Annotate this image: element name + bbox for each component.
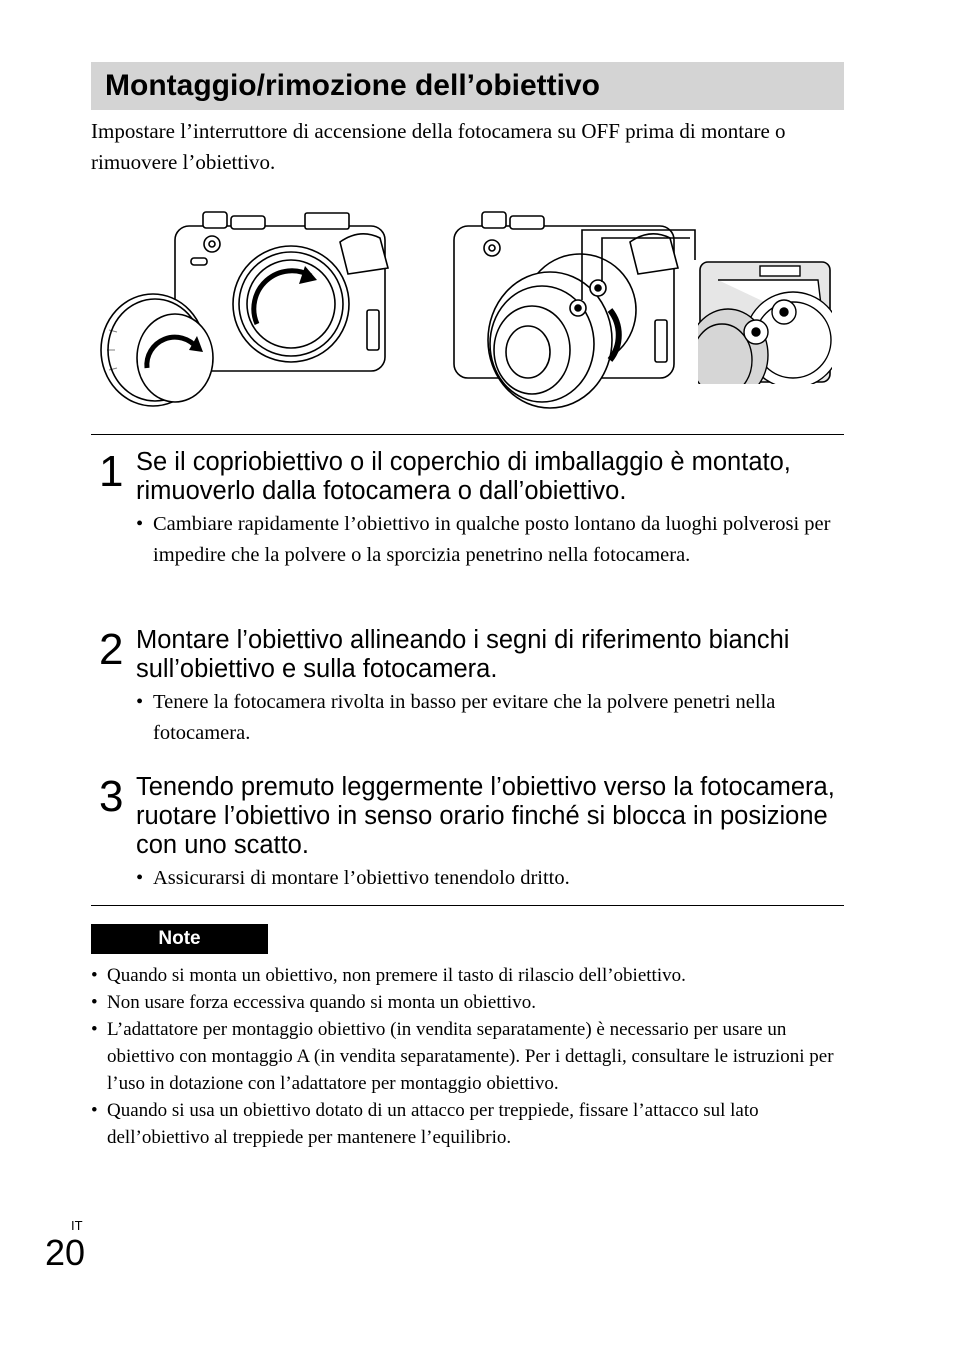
step-bullets [136, 687, 844, 749]
language-code: IT [71, 1218, 83, 1233]
note-item: • Non usare forza eccessiva quando si monta un obiettivo. [91, 989, 844, 1016]
section-title: Montaggio/rimozione dell’obiettivo [105, 69, 600, 102]
bullet-item: • Cambiare rapidamente l’obiettivo in qualche posto lontano da luoghi polverosi per impedire che la polvere o la sporcizia penetrino nella fotocamera. [136, 509, 844, 571]
bullet-item: • Tenere la fotocamera rivolta in basso per evitare che la polvere penetri nella fotocamera. [136, 687, 844, 749]
note-list [91, 962, 844, 1151]
note-item: • Quando si monta un obiettivo, non premere il tasto di rilascio dell’obiettivo. [91, 962, 844, 989]
step-1 [91, 448, 844, 571]
divider-bottom [91, 905, 844, 906]
step-heading: Montare l’obiettivo allineando i segni di riferimento bianchi sull’obiettivo e sulla fotocamera. [136, 626, 790, 683]
step-heading: Tenendo premuto leggermente l’obiettivo verso la fotocamera, ruotare l’obiettivo in senso orario finché si blocca in posizione con uno scatto. [136, 773, 835, 859]
divider-top [91, 434, 844, 435]
step-bullets [136, 509, 844, 571]
note-label: Note [91, 924, 268, 954]
note-item: • Quando si usa un obiettivo dotato di un attacco per treppiede, fissare l’attacco sul lato dell’obiettivo al treppiede per mantenere l’equilibrio. [91, 1097, 844, 1151]
camera-remove-caps-illustration [95, 200, 405, 415]
bullet-item: • Assicurarsi di montare l’obiettivo tenendolo dritto. [136, 863, 844, 894]
step-number: 2 [99, 625, 124, 674]
step-number: 1 [99, 447, 124, 496]
note-item: • L’adattatore per montaggio obiettivo (in vendita separatamente) è necessario per usare un obiettivo con montaggio A (in vendita separatamente). Per i dettagli, consultare le istruzioni per l’uso in dotazione con l’adattatore per montaggio obiettivo. [91, 1016, 844, 1097]
step-2 [91, 626, 844, 749]
step-heading: Se il copriobiettivo o il coperchio di imballaggio è montato, rimuoverlo dalla fotocamera o dall’obiettivo. [136, 448, 791, 505]
page-number: 20 [45, 1232, 86, 1273]
mount-index-detail-illustration [698, 260, 832, 384]
step-bullets [136, 863, 844, 894]
section-header [91, 62, 844, 110]
step-number: 3 [99, 772, 124, 821]
intro-text: Impostare l’interruttore di accensione della fotocamera su OFF prima di montare o rimuovere l’obiettivo. [91, 119, 786, 174]
step-3 [91, 773, 844, 894]
